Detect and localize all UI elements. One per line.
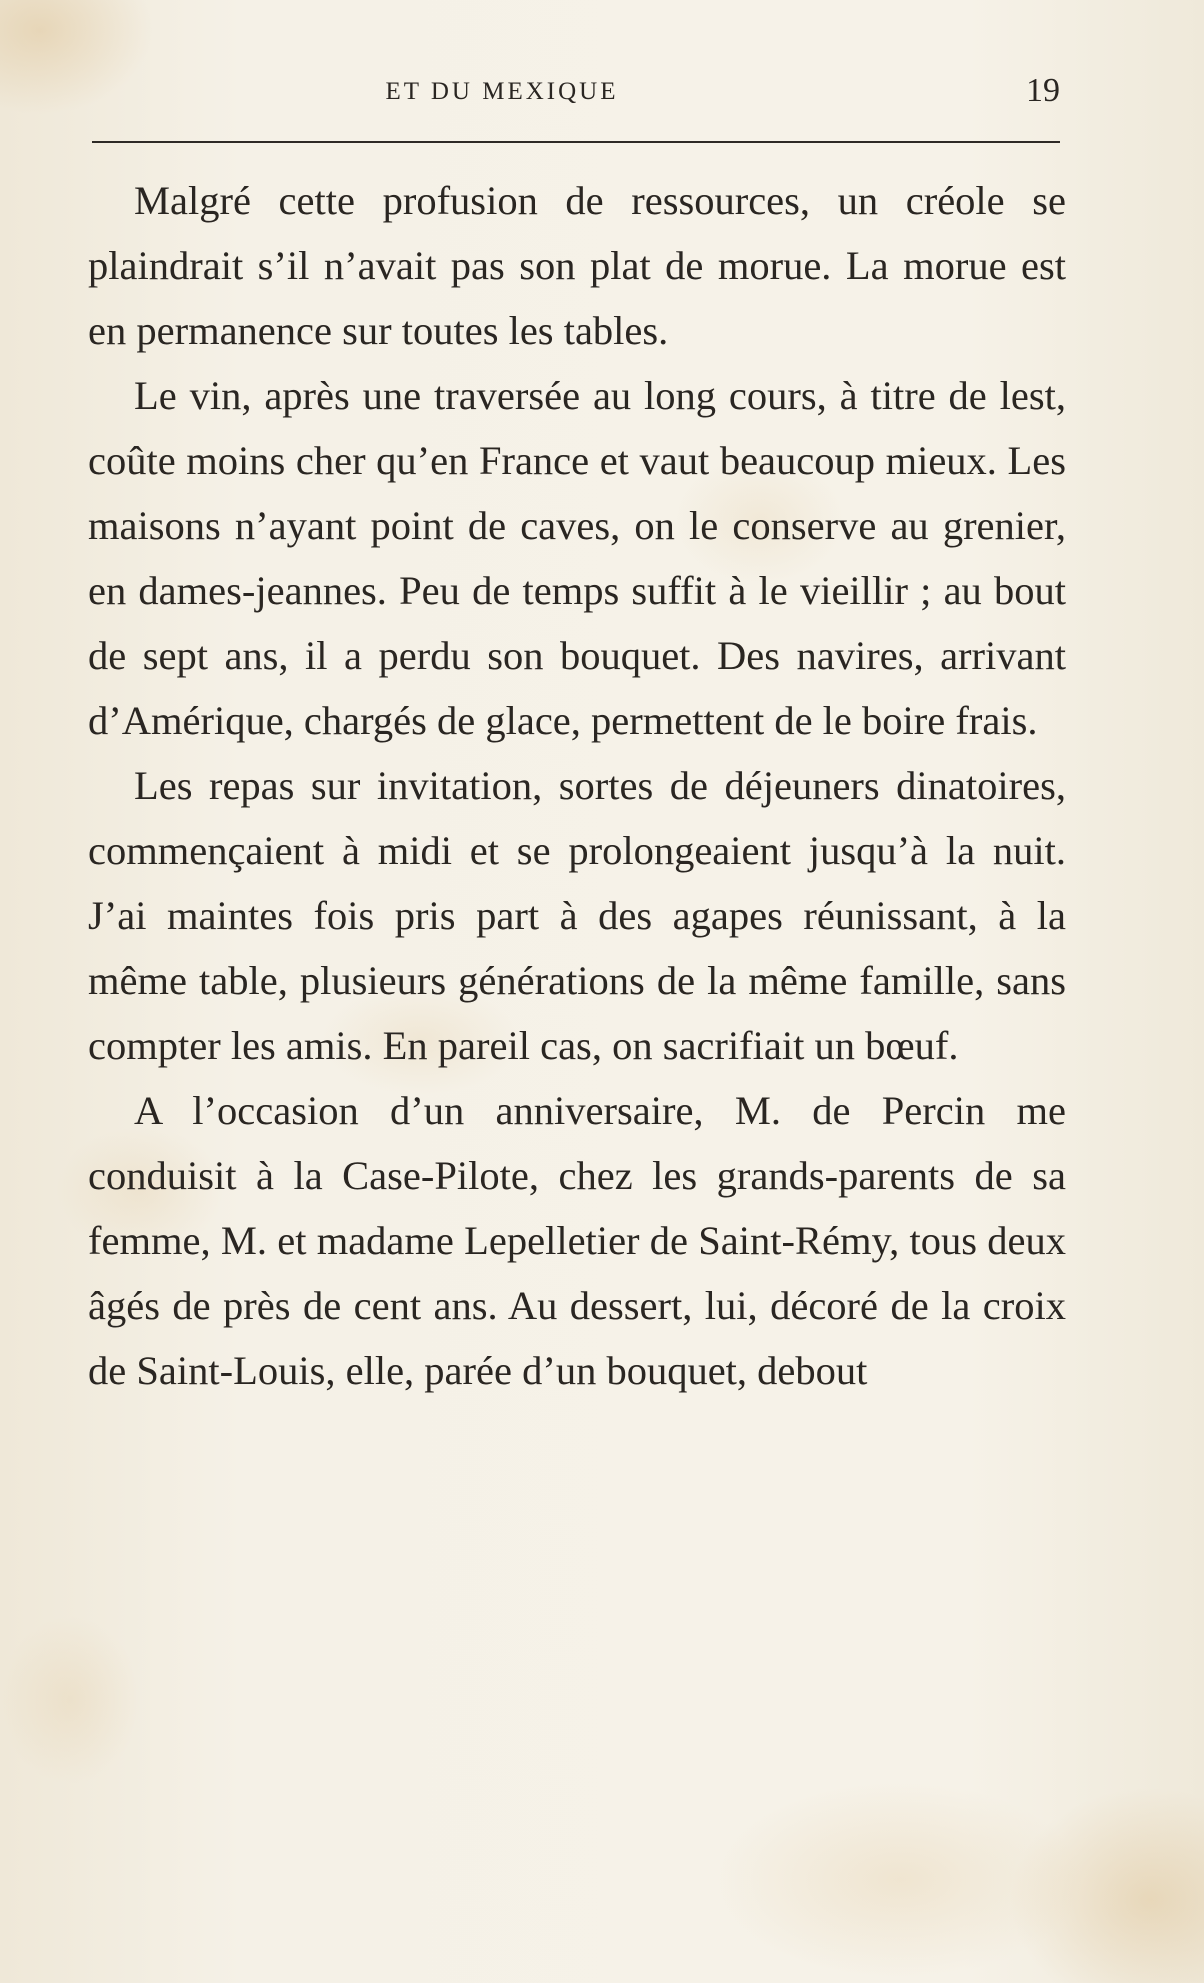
running-head (92, 72, 1060, 112)
paragraph: Les repas sur invitation, sortes de déjeuners dinatoires, commençaient à midi et se prolongeaient jusqu’à la nuit. J’ai maintes fois pris part à des agapes réunissant, à la même table, plusieurs générations de la même famille, sans compter les amis. En pareil cas, on sacrifiait un bœuf. (88, 763, 1066, 1068)
body-text (88, 168, 1066, 1403)
paragraph: Le vin, après une traversée au long cours, à titre de lest, coûte moins cher qu’en France et vaut beaucoup mieux. Les maisons n’ayant point de caves, on le conserve au grenier, en dames-jeannes. Peu de temps suffit à le vieillir ; au bout de sept ans, il a perdu son bouquet. Des navires, arrivant d’Amérique, chargés de glace, permettent de le boire frais. (88, 373, 1066, 743)
paragraph: A l’occasion d’un anniversaire, M. de Percin me conduisit à la Case-Pilote, chez les grands-parents de sa femme, M. et madame Lepelletier de Saint-Rémy, tous deux âgés de près de cent ans. Au dessert, lui, décoré de la croix de Saint-Louis, elle, parée d’un bouquet, debout (88, 1088, 1066, 1393)
paragraph: Malgré cette profusion de ressources, un créole se plaindrait s’il n’avait pas son plat de morue. La morue est en permanence sur toutes les tables. (88, 178, 1066, 353)
page-number: 19 (1026, 72, 1060, 109)
running-title: ET DU MEXIQUE (385, 78, 619, 105)
header-rule (92, 141, 1060, 143)
